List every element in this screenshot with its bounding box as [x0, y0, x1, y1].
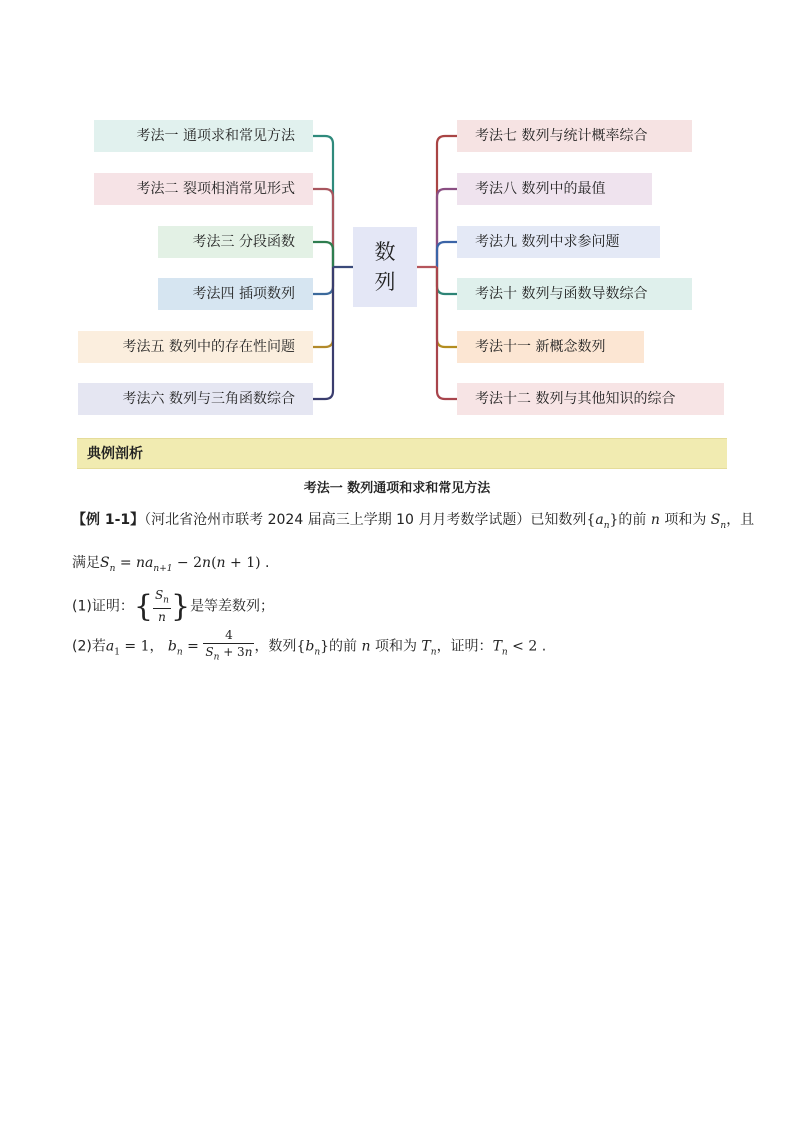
mindmap-connectors: [0, 0, 794, 440]
center-char-1: 数: [374, 240, 396, 264]
part1-suffix: 是等差数列；: [190, 598, 275, 615]
mindmap-left-node-5: 考法五 数列中的存在性问题: [78, 331, 313, 363]
mindmap-right-node-3: 考法九 数列中求参问题: [457, 226, 660, 258]
mindmap-left-node-2: 考法二 裂项相消常见形式: [94, 173, 313, 205]
example-line-2: 满足$S_n = na_{n+1} - 2n(n + 1)$ .: [72, 555, 270, 574]
example-part-1: (1)证明：{ $\frac{S_n}{n}$ }是等差数列；: [72, 588, 275, 625]
right-connector-1: [437, 136, 457, 267]
mindmap-left-node-3: 考法三 分段函数: [158, 226, 313, 258]
example-source: （河北省沧州市联考 2024 届高三上学期 10 月月考数学试题）已知数列: [144, 512, 587, 528]
left-connector-3: [313, 242, 333, 267]
text-qie: ，且: [726, 512, 755, 528]
text-xianghewei: 项和为: [664, 512, 707, 528]
example-line-1: 【例 1-1】（河北省沧州市联考 2024 届高三上学期 10 月月考数学试题）已知数列$\{a_n\}$的前 n 项和为 $S_n$，且: [72, 512, 755, 531]
section-title: 考法一 数列通项和求和常见方法: [303, 481, 491, 496]
text-zhengming: ，证明：: [436, 638, 493, 655]
example-part-2: (2)若$a_1 = 1$， $b_n$ = $\frac{4}{S_n + 3n}$ ，数列$\{b_n\}$的前 n 项和为 $T_n$，证明：$T_n < 2$ .: [72, 628, 547, 663]
mindmap-right-node-2: 考法八 数列中的最值: [457, 173, 652, 205]
text-qian-2: 的前: [329, 638, 358, 655]
right-connector-4: [437, 267, 457, 294]
right-connector-3: [437, 242, 457, 267]
text-shulie: ，数列: [254, 638, 297, 655]
center-char-2: 列: [374, 270, 396, 294]
text-period: .: [541, 638, 547, 655]
section-heading-bar: 典例剖析: [77, 438, 727, 469]
mindmap-center-node: [353, 227, 417, 307]
mindmap-right-node-4: 考法十 数列与函数导数综合: [457, 278, 692, 310]
mindmap-right-node-1: 考法七 数列与统计概率综合: [457, 120, 692, 152]
part2-prefix: (2)若: [72, 638, 106, 655]
mindmap-left-node-1: 考法一 通项求和常见方法: [94, 120, 313, 152]
right-connector-5: [437, 267, 457, 347]
left-connector-5: [313, 267, 333, 347]
right-connector-2: [437, 189, 457, 267]
mindmap-left-node-6: 考法六 数列与三角函数综合: [78, 383, 313, 415]
right-connector-6: [437, 267, 457, 399]
comma-1: ，: [149, 638, 164, 655]
text-qian: 的前: [618, 512, 647, 528]
part1-prefix: (1)证明：: [72, 598, 134, 615]
mindmap-left-node-4: 考法四 插项数列: [158, 278, 313, 310]
left-connector-6: [313, 267, 333, 399]
mindmap-right-node-5: 考法十一 新概念数列: [457, 331, 644, 363]
left-connector-4: [313, 267, 333, 294]
text-manzu: 满足: [72, 555, 100, 571]
left-connector-2: [313, 189, 333, 267]
left-connector-1: [313, 136, 333, 267]
example-tag: 【例 1-1】: [72, 512, 145, 528]
text-xianghewei-2: 项和为: [374, 638, 417, 655]
mindmap-right-node-6: 考法十二 数列与其他知识的综合: [457, 383, 724, 415]
